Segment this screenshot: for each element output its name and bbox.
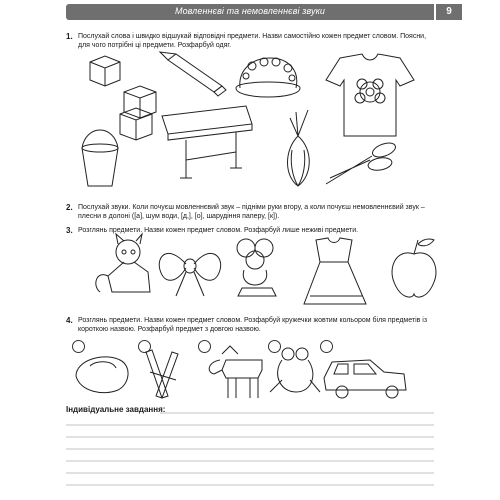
page-title: Мовленнєві та немовленнєві звуки [174, 6, 326, 16]
mouse-icon [237, 239, 276, 296]
pencil-icon [160, 52, 226, 96]
color-circle[interactable] [198, 340, 211, 353]
task-text: Послухай слова і швидко відшукай відповідні предмети. Назви самостійно кожен предмет словом. Поясни, для чого потрібні ці предмети. Розфарбуй одяг. [78, 33, 427, 49]
task-number: 1. [66, 32, 73, 41]
individual-task-label: Індивідуальне завдання: [66, 405, 166, 414]
task-number: 2. [66, 203, 73, 212]
slipper-icon [76, 357, 128, 393]
apple-icon [392, 239, 436, 297]
scissors-icon [326, 140, 397, 184]
task-text: Розглянь предмети. Назви кожен предмет словом. Розфарбуй кружечки жовтим кольором біля предметів із короткою назвою. Розфарбуй предмет з довгою назвою. [78, 317, 428, 333]
color-circle[interactable] [138, 340, 151, 353]
task-number: 3. [66, 226, 73, 235]
color-circle[interactable] [268, 340, 281, 353]
car-icon [324, 360, 406, 398]
bow-icon [159, 253, 220, 296]
page-header [66, 4, 434, 20]
task-number: 4. [66, 316, 73, 325]
table-icon [162, 106, 252, 178]
onion-icon [288, 110, 310, 186]
page-number: 9 [436, 4, 462, 20]
pencils-icon [146, 350, 178, 398]
kitten-icon [96, 234, 150, 292]
cubes-icon [90, 56, 156, 140]
task-text: Послухай звуки. Коли почуєш мовленнєвий звук – підніми руки вгору, а коли почуєш немовленнєвий звук – плесни в долоні ([а], шум води, [д,], [о], шарудіння паперу, [к]). [78, 204, 425, 220]
goat-icon [209, 346, 262, 398]
color-circle[interactable] [320, 340, 333, 353]
dress-icon [304, 238, 366, 304]
bucket-icon [82, 130, 118, 186]
tshirt-icon [326, 54, 414, 136]
task-text: Розглянь предмети. Назви кожен предмет словом. Розфарбуй лише неживі предмети. [78, 227, 359, 234]
hat-icon [236, 58, 300, 97]
frog-icon [270, 348, 320, 392]
color-circle[interactable] [72, 340, 85, 353]
